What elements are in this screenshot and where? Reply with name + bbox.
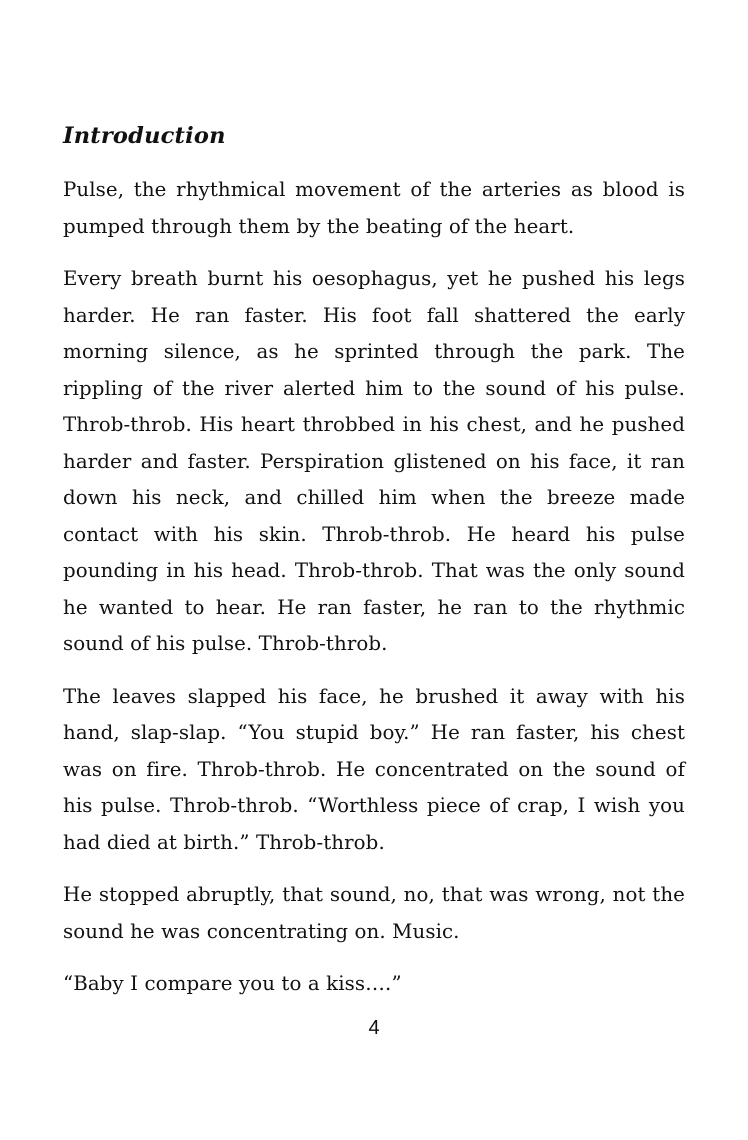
paragraph-lyric: “Baby I compare you to a kiss….” [63, 972, 402, 995]
paragraph-running: Every breath burnt his oesophagus, yet he pushed his legs harder. He ran faster. His foot fall shattered the early morning silence, as he sprinted through the park. The rippling of the river alerted him to the sound of his pulse. Throb-throb. His heart throbbed in his chest, and he pushed harder and faster. Perspiration glistened on his face, it ran down his neck, and chilled him when the breeze made contact with his skin. Throb-throb. He heard his pulse pounding in his head. Throb-throb. That was the only sound he wanted to hear. He ran faster, he ran to the rhythmic sound of his pulse. Throb-throb. [63, 267, 685, 655]
page-number: 4 [368, 1017, 380, 1039]
paragraph-stopped: He stopped abruptly, that sound, no, that was wrong, not the sound he was concentrating on. Music. [63, 883, 685, 943]
page-body [63, 118, 685, 1019]
section-heading: Introduction [63, 123, 226, 149]
paragraph-leaves: The leaves slapped his face, he brushed it away with his hand, slap-slap. “You stupid boy.” He ran faster, his chest was on fire. Throb-throb. He concentrated on the sound of his pulse. Throb-throb. “Worthless piece of crap, I wish you had died at birth.” Throb-throb. [63, 684, 685, 854]
paragraph-definition: Pulse, the rhythmical movement of the arteries as blood is pumped through them by the beating of the heart. [63, 178, 685, 238]
